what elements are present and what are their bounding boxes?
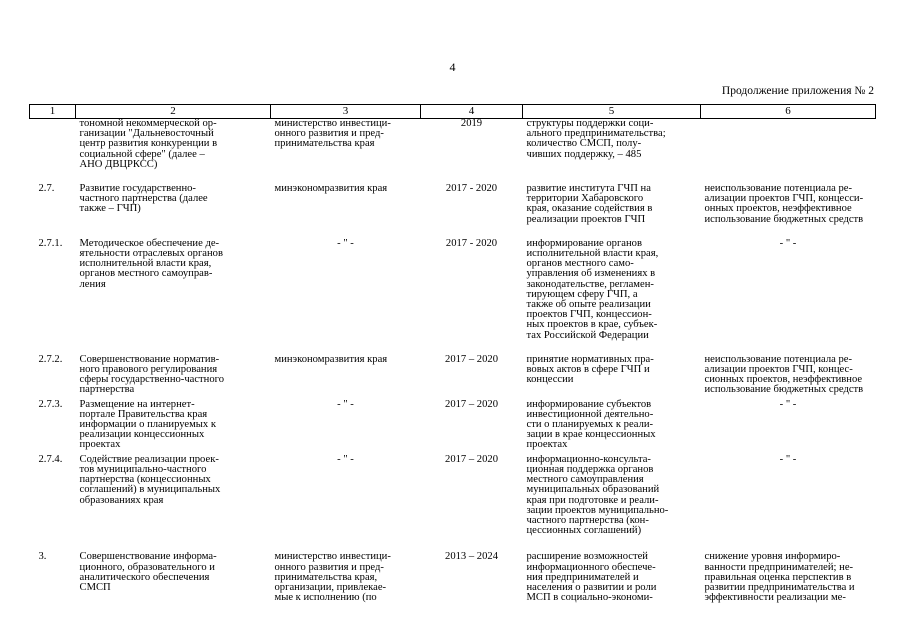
measure-cell-line: также – ГЧП) (79, 203, 141, 215)
executor-cell (271, 170, 421, 225)
consequence-cell-line: онных проектов, неэффективное (704, 203, 852, 215)
consequence-cell (701, 170, 876, 225)
measure-cell-line: ционного, образовательного и (79, 561, 215, 573)
result-cell-line: тирующем сферу ГЧП, а (526, 288, 638, 300)
period-cell: 2017 - 2020 (445, 237, 498, 249)
measure-cell-line: органов местного самоуправ- (79, 268, 213, 280)
consequence-cell-line: - " - (779, 398, 797, 410)
result-cell-line: тах Российской Федерации (526, 329, 649, 341)
measure-cell-line: ления (79, 278, 106, 290)
executor-cell-line: минэкономразвития края (274, 183, 388, 195)
result-cell-line: края, оказание содействия в (526, 203, 653, 215)
measure-cell (76, 119, 271, 171)
consequence-cell-line: правильная оценка перспектив в (704, 571, 852, 583)
period-cell: 2017 – 2020 (445, 353, 498, 365)
result-cell-line: ных проектов в крае, субъек- (526, 319, 658, 331)
executor-cell (271, 451, 421, 537)
continuation-label: Продолжение приложения № 2 (721, 85, 874, 97)
result-cell-line: ального предпринимательства; (526, 128, 666, 140)
measure-cell (76, 341, 271, 396)
measure-cell-line: центр развития конкуренции в (79, 138, 218, 150)
result-cell-line: информационного обеспече- (526, 561, 656, 573)
result-cell-line: зации в крае концессионных (526, 429, 656, 441)
result-cell-line: сти о планируемых к реали- (526, 419, 654, 431)
header-cell-4: 4 (421, 105, 523, 119)
consequence-cell-line: снижение уровня информиро- (704, 551, 841, 563)
result-cell-line: края при подготовке и реали- (526, 494, 659, 506)
measure-cell-line: реализации концессионных (79, 429, 205, 441)
table-row (30, 396, 876, 451)
result-cell-line: информирование органов (526, 237, 642, 249)
row-number: 2.7. (38, 183, 55, 195)
result-cell-line: исполнительной власти края, (526, 248, 659, 260)
measure-cell-line: сферы государственно-частного (79, 374, 225, 386)
result-cell (523, 170, 701, 225)
measure-cell-line: ного правового регулирования (79, 364, 218, 376)
consequence-cell (701, 119, 876, 171)
consequence-cell-line: - " - (779, 237, 797, 249)
measure-cell (76, 451, 271, 537)
result-cell-line: вовых актов в сфере ГЧП и (526, 364, 650, 376)
result-cell-line: также об опыте реализации (526, 299, 651, 311)
consequence-cell (701, 536, 876, 603)
consequence-cell-line: ванности предпринимателей; не- (704, 561, 854, 573)
executor-cell (271, 536, 421, 603)
header-cell-1: 1 (30, 105, 76, 119)
result-cell-line: законодательстве, регламен- (526, 278, 654, 290)
executor-cell-line: - " - (337, 453, 354, 465)
table-row (30, 451, 876, 537)
consequence-cell-line: ализации проектов ГЧП, концес- (704, 364, 853, 376)
result-cell (523, 396, 701, 451)
measure-cell-line: информации о планируемых к (79, 419, 216, 431)
result-cell-line: принятие нормативных пра- (526, 353, 654, 365)
header-cell-3: 3 (271, 105, 421, 119)
period-cell: 2013 – 2024 (445, 551, 498, 563)
measure-cell-line: тов муниципально-частного (79, 463, 207, 475)
executor-cell-line: организации, привлекае- (274, 581, 387, 593)
measure-cell-line: партнерства (концессионных (79, 474, 211, 486)
measure-cell-line: ятельности отраслевых органов (79, 248, 223, 260)
executor-cell-line: принимательства края (274, 138, 375, 150)
period-cell: 2017 – 2020 (445, 453, 498, 465)
measure-cell-line: Совершенствование информа- (79, 551, 217, 563)
measure-cell (76, 170, 271, 225)
table-row (30, 119, 876, 171)
period-cell: 2017 - 2020 (445, 183, 498, 195)
result-cell-line: населения о развитии и роли (526, 581, 657, 593)
row-number: 2.7.4. (38, 453, 63, 465)
result-cell (523, 536, 701, 603)
measure-cell-line: СМСП (79, 581, 111, 593)
measure-cell (76, 536, 271, 603)
table-row (30, 341, 876, 396)
measure-cell-line: партнерства (79, 384, 135, 396)
consequence-cell-line: неиспользование потенциала ре- (704, 183, 852, 195)
consequence-cell-line: неиспользование потенциала ре- (704, 353, 852, 365)
executor-cell (271, 119, 421, 171)
result-cell-line: развитие института ГЧП на (526, 183, 651, 195)
table-row (30, 170, 876, 225)
table-row (30, 225, 876, 341)
result-cell (523, 225, 701, 341)
measure-cell (76, 225, 271, 341)
row-number (30, 119, 76, 171)
measure-cell-line: Совершенствование норматив- (79, 353, 220, 365)
header-cell-5: 5 (523, 105, 701, 119)
result-cell-line: муниципальных образований (526, 484, 660, 496)
header-cell-2: 2 (76, 105, 271, 119)
measure-cell (76, 396, 271, 451)
executor-cell (271, 396, 421, 451)
result-cell-line: информирование субъектов (526, 398, 652, 410)
page-number: 4 (449, 60, 456, 74)
executor-cell-line: онного развития и пред- (274, 128, 384, 140)
consequence-cell (701, 341, 876, 396)
result-cell-line: цессионных соглашений) (526, 525, 642, 537)
table-body (30, 119, 876, 604)
period-cell: 2017 – 2020 (445, 398, 498, 410)
table-row (30, 536, 876, 603)
consequence-cell-line: эффективности реализации ме- (704, 592, 846, 604)
result-cell-line: чивших поддержку, – 485 (526, 148, 642, 160)
result-cell-line: зации проектов муниципально- (526, 504, 669, 516)
measure-cell-line: тономной некоммерческой ор- (79, 118, 217, 129)
result-cell-line: территории Хабаровского (526, 193, 644, 205)
measure-cell-line: ганизации "Дальневосточный (79, 128, 214, 140)
consequence-cell-line: - " - (779, 453, 797, 465)
result-cell (523, 119, 701, 171)
row-number: 3. (38, 551, 47, 563)
consequence-cell (701, 451, 876, 537)
row-number: 2.7.1. (38, 237, 63, 249)
result-cell (523, 451, 701, 537)
measure-cell-line: социальной сфере" (далее – (79, 148, 205, 160)
header-row (30, 105, 876, 119)
consequence-cell-line: ализации проектов ГЧП, концесси- (704, 193, 864, 205)
consequence-cell (701, 396, 876, 451)
measure-cell-line: Содействие реализации проек- (79, 453, 219, 465)
executor-cell-line: министерство инвестици- (274, 551, 391, 563)
row-number: 2.7.2. (38, 353, 63, 365)
result-cell-line: ционная поддержка органов (526, 463, 654, 475)
result-cell-line: МСП в социально-экономи- (526, 592, 653, 604)
consequence-cell-line: сионных проектов, неэффективное (704, 374, 863, 386)
result-cell-line: органов местного само- (526, 258, 634, 270)
header-cell-6: 6 (701, 105, 876, 119)
result-cell-line: ния предпринимателей и (526, 571, 639, 583)
measure-cell-line: проектах (79, 439, 121, 451)
measure-cell-line: Размещение на интернет- (79, 398, 195, 410)
executor-cell-line: принимательства края, (274, 571, 378, 583)
executor-cell (271, 225, 421, 341)
result-cell-line: концессии (526, 374, 574, 386)
result-cell-line: проектов ГЧП, концессион- (526, 309, 652, 321)
period-cell: 2019 (460, 118, 483, 129)
measure-cell-line: соглашений) в муниципальных (79, 484, 221, 496)
result-cell-line: расширение возможностей (526, 551, 648, 563)
row-number: 2.7.3. (38, 398, 63, 410)
result-cell-line: инвестиционной деятельно- (526, 408, 654, 420)
result-cell (523, 341, 701, 396)
result-cell-line: местного самоуправления (526, 474, 644, 486)
consequence-cell (701, 225, 876, 341)
result-cell-line: количество СМСП, полу- (526, 138, 642, 150)
result-cell-line: частного партнерства (кон- (526, 514, 649, 526)
result-cell-line: структуры поддержки соци- (526, 118, 654, 129)
measure-cell-line: частного партнерства (далее (79, 193, 208, 205)
executor-cell-line: - " - (337, 398, 354, 410)
executor-cell-line: минэкономразвития края (274, 353, 388, 365)
measure-cell-line: АНО ДВЦРКСС) (79, 158, 158, 170)
consequence-cell-line: развитии предпринимательства и (704, 581, 855, 593)
consequence-cell-line: использование бюджетных средств (704, 213, 864, 225)
measure-cell-line: портале Правительства края (79, 408, 208, 420)
result-cell-line: реализации проектов ГЧП (526, 213, 646, 225)
measure-cell-line: аналитического обеспечения (79, 571, 210, 583)
plan-table (29, 104, 876, 603)
consequence-cell-line: использование бюджетных средств (704, 384, 864, 396)
result-cell-line: проектах (526, 439, 568, 451)
measure-cell-line: Развитие государственно- (79, 183, 196, 195)
measure-cell-line: образованиях края (79, 494, 164, 506)
executor-cell-line: - " - (337, 237, 354, 249)
measure-cell-line: Методическое обеспечение де- (79, 237, 220, 249)
result-cell-line: управления об изменениях в (526, 268, 656, 280)
executor-cell (271, 341, 421, 396)
executor-cell-line: онного развития и пред- (274, 561, 384, 573)
measure-cell-line: исполнительной власти края, (79, 258, 212, 270)
executor-cell-line: мые к исполнению (по (274, 592, 377, 604)
result-cell-line: информационно-консульта- (526, 453, 651, 465)
executor-cell-line: министерство инвестици- (274, 118, 391, 129)
